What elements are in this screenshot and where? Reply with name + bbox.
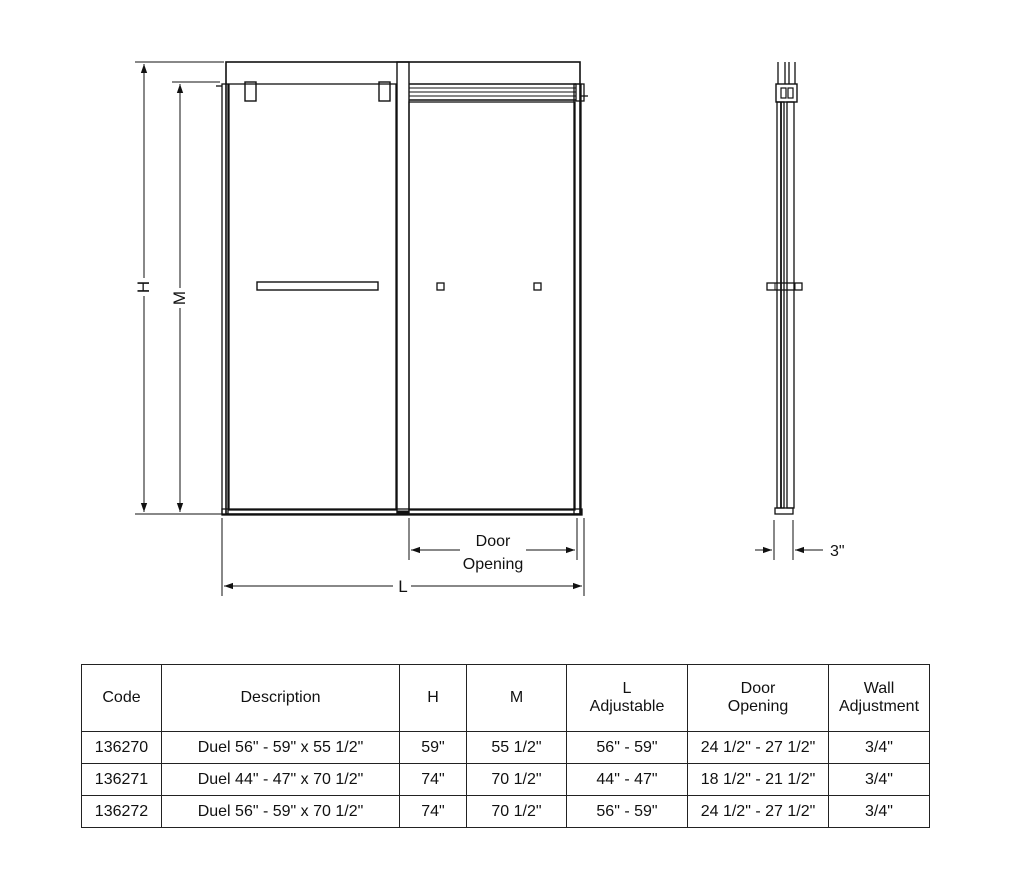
cell-l-adjustable: 56" - 59" xyxy=(567,796,688,828)
door-knob-left xyxy=(437,283,444,290)
table-row xyxy=(82,764,930,796)
door-knob-right xyxy=(534,283,541,290)
cell-description: Duel 56" - 59" x 70 1/2" xyxy=(162,796,400,828)
height-label: H xyxy=(134,280,153,294)
header-code: Code xyxy=(82,665,162,732)
cell-wall-adjustment: 3/4" xyxy=(829,732,930,764)
cell-door-opening: 24 1/2" - 27 1/2" xyxy=(688,732,829,764)
fixed-panel xyxy=(229,84,396,510)
front-outer-frame xyxy=(226,62,580,514)
mount-label: M xyxy=(170,290,189,306)
cell-h: 74" xyxy=(400,764,467,796)
center-stile xyxy=(397,62,409,514)
header-wall-adjustment: Wall Adjustment xyxy=(829,665,930,732)
front-view xyxy=(216,62,588,515)
cell-m: 70 1/2" xyxy=(467,796,567,828)
header-door-opening: Door Opening xyxy=(688,665,829,732)
cell-code: 136272 xyxy=(82,796,162,828)
header-description: Description xyxy=(162,665,400,732)
cell-description: Duel 44" - 47" x 70 1/2" xyxy=(162,764,400,796)
cell-l-adjustable: 44" - 47" xyxy=(567,764,688,796)
cell-h: 74" xyxy=(400,796,467,828)
cell-l-adjustable: 56" - 59" xyxy=(567,732,688,764)
sliding-door-panel xyxy=(409,102,575,510)
side-bottom-guide xyxy=(775,508,793,514)
door-opening-label-line2: Opening xyxy=(462,556,524,573)
roller-right xyxy=(379,82,390,101)
cell-h: 59" xyxy=(400,732,467,764)
table-row xyxy=(82,796,930,828)
length-label: L xyxy=(398,577,408,596)
cell-code: 136270 xyxy=(82,732,162,764)
table-row xyxy=(82,732,930,764)
table-header-row xyxy=(82,665,930,732)
top-track xyxy=(409,84,584,101)
spec-table xyxy=(81,664,930,828)
left-wall-jamb xyxy=(222,84,228,514)
cell-door-opening: 24 1/2" - 27 1/2" xyxy=(688,796,829,828)
roller-left xyxy=(245,82,256,101)
header-m: M xyxy=(467,665,567,732)
header-h: H xyxy=(400,665,467,732)
cell-door-opening: 18 1/2" - 21 1/2" xyxy=(688,764,829,796)
door-opening-label-line1: Door xyxy=(475,533,511,550)
cell-m: 55 1/2" xyxy=(467,732,567,764)
depth-label: 3" xyxy=(830,543,845,560)
cell-wall-adjustment: 3/4" xyxy=(829,764,930,796)
header-l-adjustable: L Adjustable xyxy=(567,665,688,732)
cell-m: 70 1/2" xyxy=(467,764,567,796)
side-view xyxy=(767,62,802,514)
cell-description: Duel 56" - 59" x 55 1/2" xyxy=(162,732,400,764)
cell-code: 136271 xyxy=(82,764,162,796)
side-door-panel xyxy=(787,102,794,508)
towel-bar xyxy=(257,282,378,290)
cell-wall-adjustment: 3/4" xyxy=(829,796,930,828)
depth-dimension xyxy=(755,520,823,560)
